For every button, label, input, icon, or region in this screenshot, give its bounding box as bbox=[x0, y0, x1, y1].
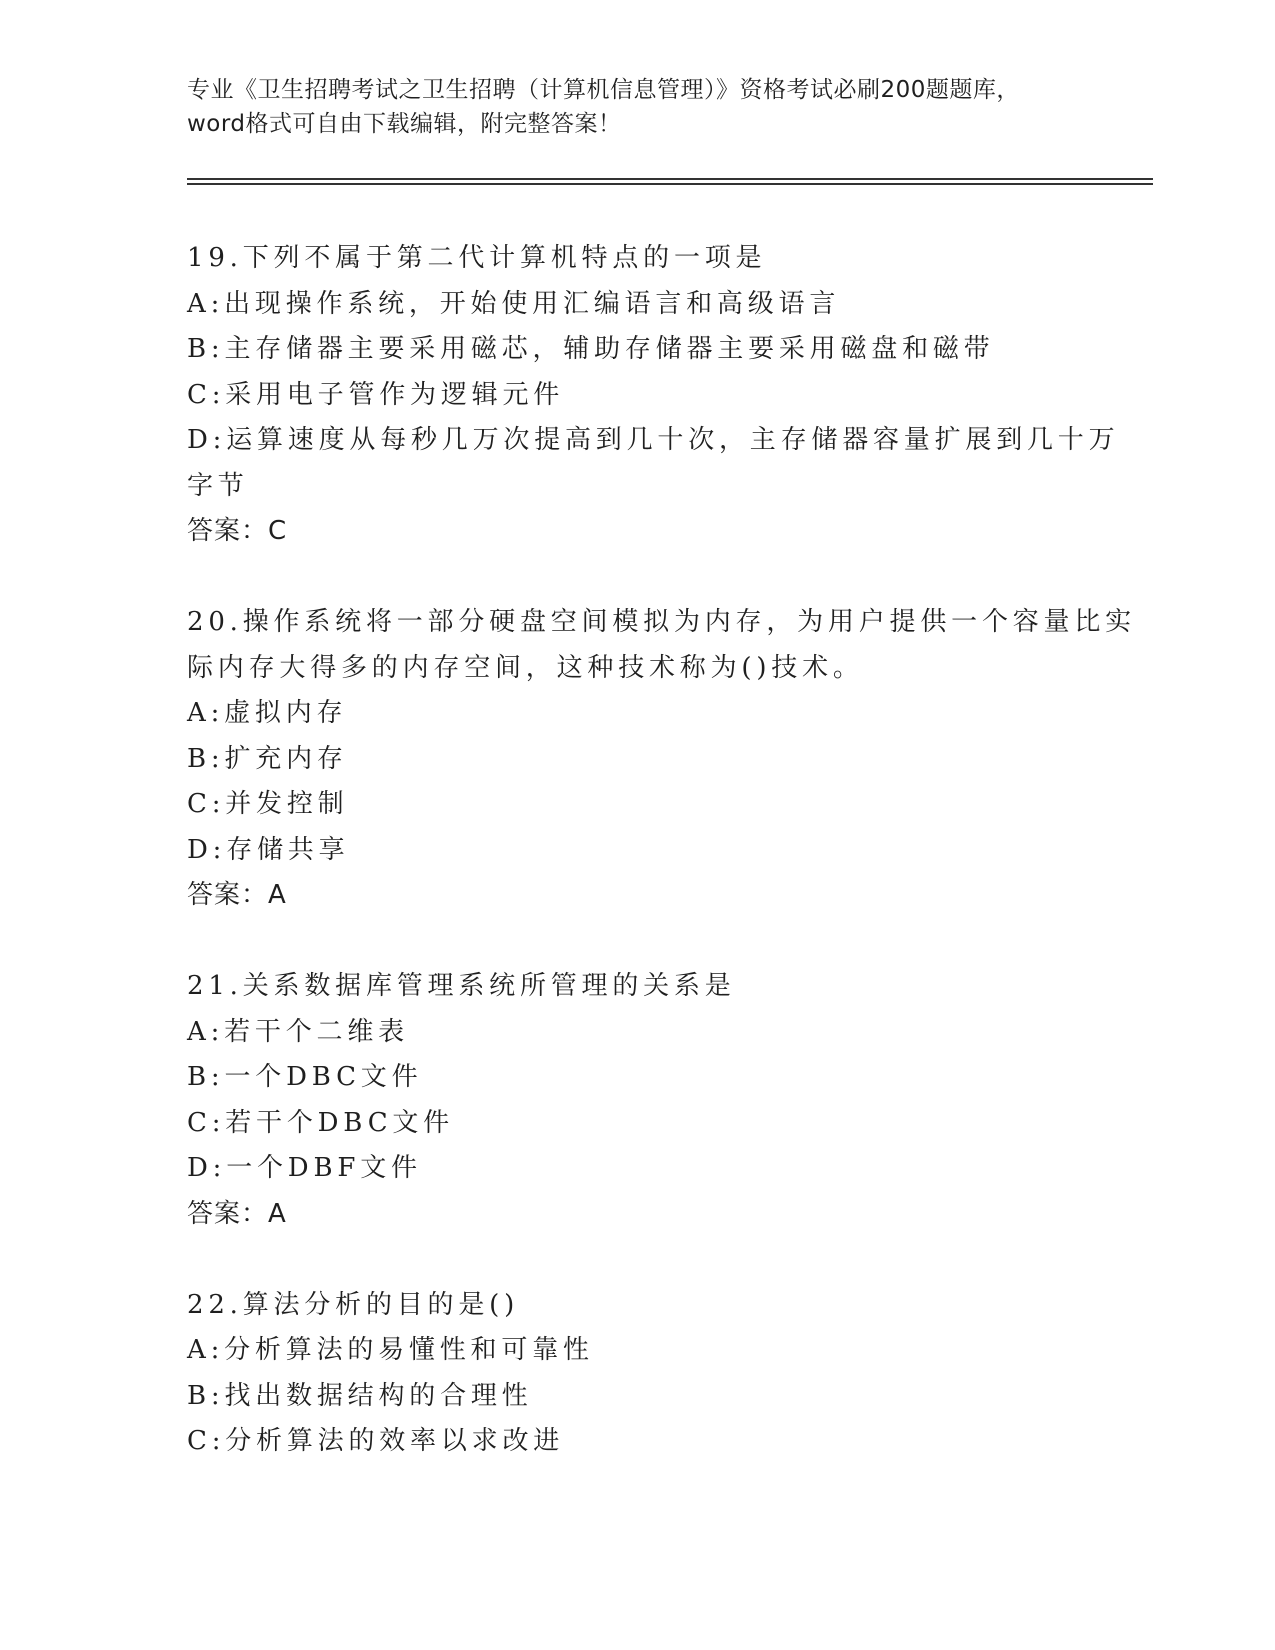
option-b: B:扩充内存 bbox=[187, 743, 348, 774]
option-a: A:虚拟内存 bbox=[187, 698, 348, 728]
answer-label: 答案：C bbox=[187, 516, 288, 546]
option-c: C:采用电子管作为逻辑元件 bbox=[187, 379, 565, 410]
question-21 bbox=[187, 964, 1087, 1237]
option-d-continuation: 字节 bbox=[187, 470, 249, 501]
question-stem-line: 20.操作系统将一部分硬盘空间模拟为内存，为用户提供一个容量比实 bbox=[187, 607, 1136, 637]
option-d: D:运算速度从每秒几万次提高到几十次，主存储器容量扩展到几十万 bbox=[187, 425, 1120, 455]
question-stem-line: 际内存大得多的内存空间，这种技术称为()技术。 bbox=[187, 652, 864, 683]
question-stem-line: 19.下列不属于第二代计算机特点的一项是 bbox=[187, 243, 767, 273]
option-a: A:出现操作系统，开始使用汇编语言和高级语言 bbox=[187, 288, 841, 319]
option-d: D:存储共享 bbox=[187, 834, 350, 865]
question-22 bbox=[187, 1283, 1087, 1465]
header-divider-top bbox=[187, 178, 1153, 180]
option-b: B:找出数据结构的合理性 bbox=[187, 1380, 533, 1411]
option-a: A:分析算法的易懂性和可靠性 bbox=[187, 1335, 594, 1365]
option-b: B:一个DBC文件 bbox=[187, 1062, 423, 1092]
option-a: A:若干个二维表 bbox=[187, 1016, 409, 1047]
question-stem-line: 22.算法分析的目的是() bbox=[187, 1289, 520, 1320]
document-header bbox=[187, 73, 1087, 141]
header-divider-bottom bbox=[187, 183, 1153, 185]
spacer bbox=[187, 919, 1087, 965]
option-c: C:并发控制 bbox=[187, 789, 349, 819]
question-20 bbox=[187, 600, 1136, 919]
answer-label: 答案：A bbox=[187, 1198, 287, 1229]
option-c: C:若干个DBC文件 bbox=[187, 1107, 454, 1138]
answer-label: 答案：A bbox=[187, 880, 287, 910]
header-line-1: 专业《卫生招聘考试之卫生招聘（计算机信息管理）》资格考试必刷200题题库， bbox=[187, 77, 1020, 103]
header-line-2: word格式可自由下载编辑，附完整答案！ bbox=[187, 111, 622, 137]
option-d: D:一个DBF文件 bbox=[187, 1153, 422, 1183]
question-list bbox=[187, 236, 1136, 1465]
option-c: C:分析算法的效率以求改进 bbox=[187, 1426, 565, 1456]
question-19 bbox=[187, 236, 1120, 555]
option-b: B:主存储器主要采用磁芯，辅助存储器主要采用磁盘和磁带 bbox=[187, 334, 995, 364]
question-stem-line: 21.关系数据库管理系统所管理的关系是 bbox=[187, 971, 736, 1001]
spacer bbox=[187, 1237, 1087, 1283]
spacer bbox=[187, 555, 1087, 601]
